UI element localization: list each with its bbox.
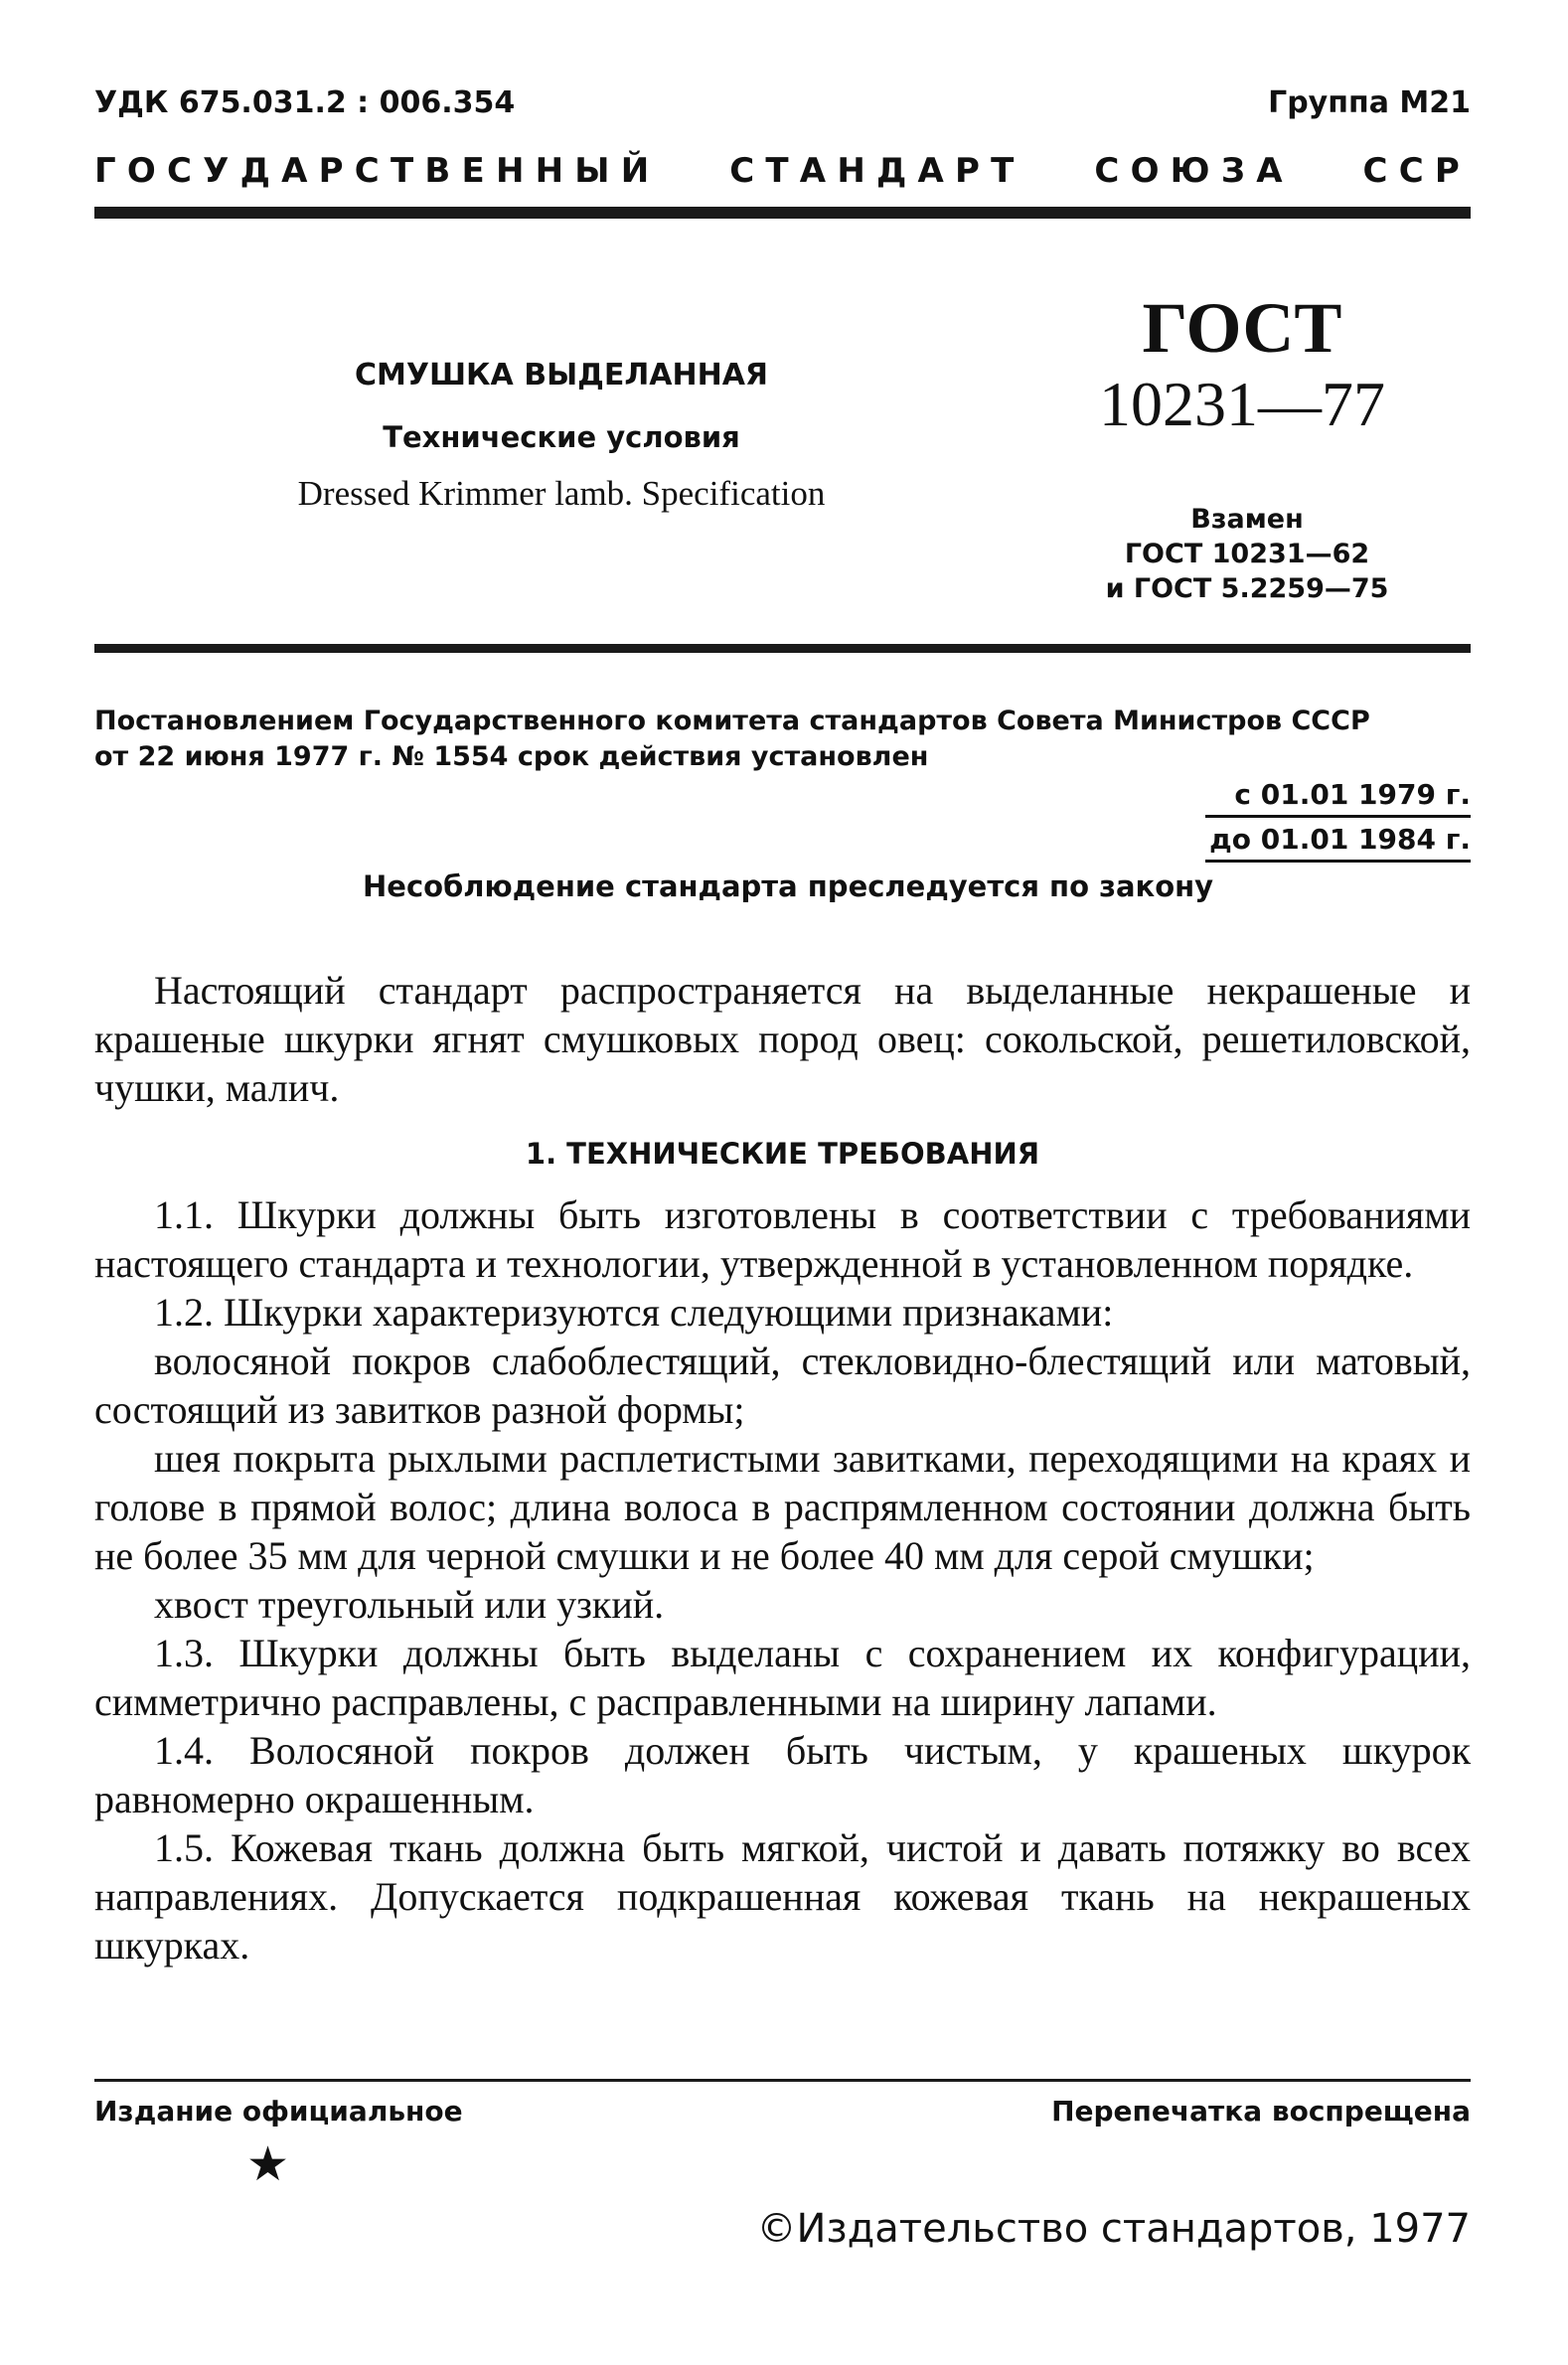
gost-designation	[1053, 288, 1431, 441]
footer-rule	[94, 2079, 1471, 2082]
star-icon: ★	[246, 2136, 290, 2192]
title-block	[248, 358, 874, 514]
replaces-block	[1043, 502, 1451, 606]
reprint-prohibited: Перепечатка воспрещена	[1051, 2095, 1471, 2128]
decree-line: от 22 июня 1977 г. № 1554 срок действия установлен	[94, 741, 929, 772]
clause-1-2-item: хвост треугольный или узкий.	[154, 1582, 665, 1627]
clause-1-2-item: шея покрыта рыхлыми расплетистыми завитками, переходящими на краях и голове в прямой волос; длина волоса в распрямленном состоянии должна быть не более 35 мм для черной смушки и не более 40 мм для серой смушки;	[94, 1436, 1471, 1578]
decree	[94, 704, 1370, 775]
gost-label: ГОСТ	[1142, 288, 1342, 368]
gost-number: 10231—77	[1099, 369, 1385, 439]
clause-1-2: 1.2. Шкурки характеризуются следующими признаками:	[154, 1290, 1114, 1335]
clause-1-5: 1.5. Кожевая ткань должна быть мягкой, чистой и давать потяжку во всех направлениях. Допускается подкрашенная кожевая ткань на некрашеных шкурках.	[94, 1825, 1471, 1968]
clause-1-2-item: волосяной покров слабоблестящий, стекловидно-блестящий или матовый, состоящий из завитков разной формы;	[94, 1339, 1471, 1432]
replaces-standard: и ГОСТ 5.2259—75	[1105, 573, 1389, 604]
state-standard-banner	[94, 151, 1471, 191]
copyright: ©Издательство стандартов, 1977	[756, 2206, 1471, 2252]
section-heading: 1. ТЕХНИЧЕСКИЕ ТРЕБОВАНИЯ	[525, 1137, 1040, 1171]
standard-title: СМУШКА ВЫДЕЛАННАЯ	[354, 358, 769, 393]
replaces-label: Взамен	[1190, 504, 1304, 535]
banner-rule	[94, 207, 1471, 219]
clause-1-4: 1.4. Волосяной покров должен быть чистым, у крашеных шкурок равномерно окрашенным.	[94, 1728, 1471, 1821]
banner-word: ГОСУДАРСТВЕННЫЙ	[94, 151, 661, 191]
section-rule	[94, 644, 1471, 653]
banner-word: ССР	[1362, 151, 1471, 191]
banner-word: СОЮЗА	[1094, 151, 1294, 191]
group-code: Группа М21	[1268, 85, 1471, 120]
clause-1-1: 1.1. Шкурки должны быть изготовлены в соответствии с требованиями настоящего стандарта и технологии, утвержденной в установленном порядке.	[94, 1192, 1471, 1286]
intro-paragraph: Настоящий стандарт распространяется на выделанные некрашеные и крашеные шкурки ягнят смушковых пород овец: сокольской, решетиловской, чушки, малич.	[94, 968, 1471, 1110]
valid-from: с 01.01 1979 г.	[1205, 775, 1471, 818]
udk-code: УДК 675.031.2 : 006.354	[94, 85, 516, 120]
legal-warning: Несоблюдение стандарта преследуется по закону	[363, 869, 1214, 903]
english-title: Dressed Krimmer lamb. Specification	[297, 474, 826, 513]
clause-1-3: 1.3. Шкурки должны быть выделаны с сохранением их конфигурации, симметрично расправлены, с расправленными на ширину лапами.	[94, 1631, 1471, 1724]
replaces-standard: ГОСТ 10231—62	[1124, 539, 1370, 569]
decree-line: Постановлением Государственного комитета стандартов Совета Министров СССР	[94, 706, 1370, 736]
valid-to: до 01.01 1984 г.	[1205, 820, 1471, 863]
standard-body	[94, 966, 1471, 1970]
validity-period	[1205, 775, 1471, 863]
banner-word: СТАНДАРТ	[729, 151, 1025, 191]
standard-subtitle: Технические условия	[383, 420, 740, 454]
official-edition: Издание официальное	[94, 2095, 463, 2128]
